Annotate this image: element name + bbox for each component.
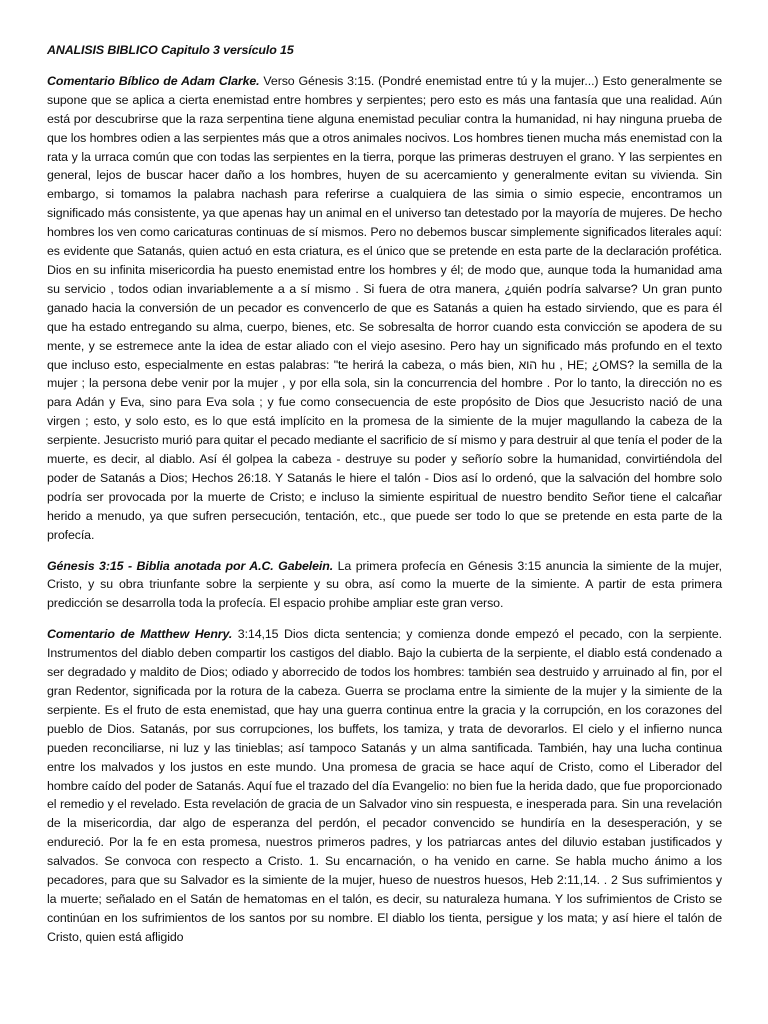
document-title: ANALISIS BIBLICO Capitulo 3 versículo 15 <box>47 43 294 57</box>
commentary-body: Verso Génesis 3:15. (Pondré enemistad entre tú y la mujer...) Esto generalmente se supone que se aplica a cierta enemistad entre hombres y serpientes; pero esto es más una fantasía que una realidad. Aún está por descubrirse que la raza serpentina tiene alguna enemistad peculiar contra la humanidad, ni hay ninguna prueba de que los hombres odien a las serpientes más que a otros animales nocivos. Los hombres tienen mucha más enemistad con la rata y la urraca común que con todas las serpientes en la tierra, porque las primeras destruyen el grano. Y las serpientes en general, lejos de buscar hacer daño a los hombres, huyen de su acercamiento y generalmente evitan su vivienda. Sin embargo, si tomamos la palabra nachash para referirse a cualquiera de las simia o simio especie, encontramos un significado más consistente, ya que apenas hay un animal en el universo tan detestado por la mayoría de mujeres. De hecho hombres los ven como caricaturas continuas de sí mismos. Pero no debemos buscar simplemente significados literales aquí: es evidente que Satanás, quien actuó en esta criatura, es el único que se pretende en esta parte de la declaración profética. Dios en su infinita misericordia ha puesto enemistad entre los hombres y él; de modo que, aunque toda la humanidad ama su servicio , todos odian invariablemente a a sí mismo . Si fuera de otra manera, ¿quién podría salvarse? Un gran punto ganado hacia la conversión de un pecador es convencerlo de que es Satanás a quien ha estado sirviendo, que es para él que ha estado entregando su alma, cuerpo, bienes, etc. Se sobresalta de horror cuando esta convicción se apodera de su mente, y se estremece ante la idea de estar aliado con el viejo asesino. Pero hay un significado más profundo en el texto que incluso esto, especialmente en estas palabras: "te herirá la cabeza, o más bien, הוא hu , HE; ¿OMS? la semilla de la mujer ; la persona debe venir por la mujer , y por ella sola, sin la concurrencia del hombre . Por lo tanto, la dirección no es para Adán y Eva, sino para Eva sola ; y fue como consecuencia de este propósito de Dios que Jesucristo nació de una virgen ; esto, y solo esto, es lo que está implícito en la promesa de la simiente de la mujer magullando la cabeza de la serpiente. Jesucristo murió para quitar el pecado mediante el sacrificio de sí mismo y para destruir al que tenía el poder de la muerte, es decir, al diablo. Así él golpea la cabeza - destruye su poder y señorío sobre la humanidad, convirtiéndola del poder de Satanás a Dios; Hechos 26:18. Y Satanás le hiere el talón - Dios así lo ordenó, que la salvación del hombre solo podría ser provocada por la muerte de Cristo; e incluso la simiente espiritual de nuestro bendito Señor tiene el calcañar herido a menudo, ya que sufren persecución, tentación, etc., que puede ser todo lo que se pretende en esta parte de la profecía. <box>47 73 722 542</box>
commentary-body: 3:14,15 Dios dicta sentencia; y comienza donde empezó el pecado, con la serpiente. Instrumentos del diablo deben compartir los castigos del diablo. Bajo la cubierta de la serpiente, el diablo está condenado a ser degradado y maldito de Dios; odiado y aborrecido de todos los hombres: también sea destruido y arruinado al fin, por el gran Redentor, significada por la rotura de la cabeza. Guerra se proclama entre la simiente de la mujer y la simiente de la serpiente. Es el fruto de esta enemistad, que hay una guerra continua entre la gracia y la corrupción, en los corazones del pueblo de Dios. Satanás, por sus corrupciones, los buffets, los tamiza, y trata de devorarlos. El cielo y el infierno nunca pueden reconciliarse, ni luz y las tinieblas; así tampoco Satanás y un alma santificada. También, hay una lucha continua entre los malvados y los justos en este mundo. Una promesa de gracia se hace aquí de Cristo, como el Liberador del hombre caído del poder de Satanás. Aquí fue el trazado del día Evangelio: no bien fue la herida dado, que fue proporcionado el remedio y el revelado. Esta revelación de gracia de un Salvador vino sin respuesta, e inesperada para. Sin una revelación de la misericordia, dar algo de esperanza del perdón, el pecador convencido se hundiría en la desesperación, y se endureció. Por la fe en esta promesa, nuestros primeros padres, y los patriarcas antes del diluvio estaban justificados y salvados. Se convoca con respecto a Cristo. 1. Su encarnación, o ha venido en carne. Se habla mucho ánimo a los pecadores, para que su Salvador es la simiente de la mujer, hueso de nuestros huesos, Heb 2:11,14. . 2 Sus sufrimientos y la muerte; señalado en el Satán de hematomas en el talón, es decir, su naturaleza humana. Y los sufrimientos de Cristo se continúan en los sufrimientos de los santos por su nombre. El diablo los tienta, persigue y los mata; y así hiere el talón de Cristo, quien está afligido <box>47 627 722 944</box>
document-page <box>47 41 722 959</box>
commentary-gabelein <box>47 557 722 614</box>
commentary-source-title: Comentario Bíblico de Adam Clarke. <box>47 73 260 88</box>
commentary-body: La primera profecía en Génesis 3:15 anuncia la simiente de la mujer, Cristo, y su obra triunfante sobre la serpiente y su obra, así como la muerte de la simiente. A partir de esta primera predicción se desarrolla toda la profecía. El espacio prohibe ampliar este gran verso. <box>47 558 722 611</box>
commentary-adam-clarke <box>47 72 722 545</box>
commentary-matthew-henry <box>47 625 722 946</box>
commentary-source-title: Comentario de Matthew Henry. <box>47 627 233 642</box>
commentary-source-title: Génesis 3:15 - Biblia anotada por A.C. Gabelein. <box>47 558 334 573</box>
